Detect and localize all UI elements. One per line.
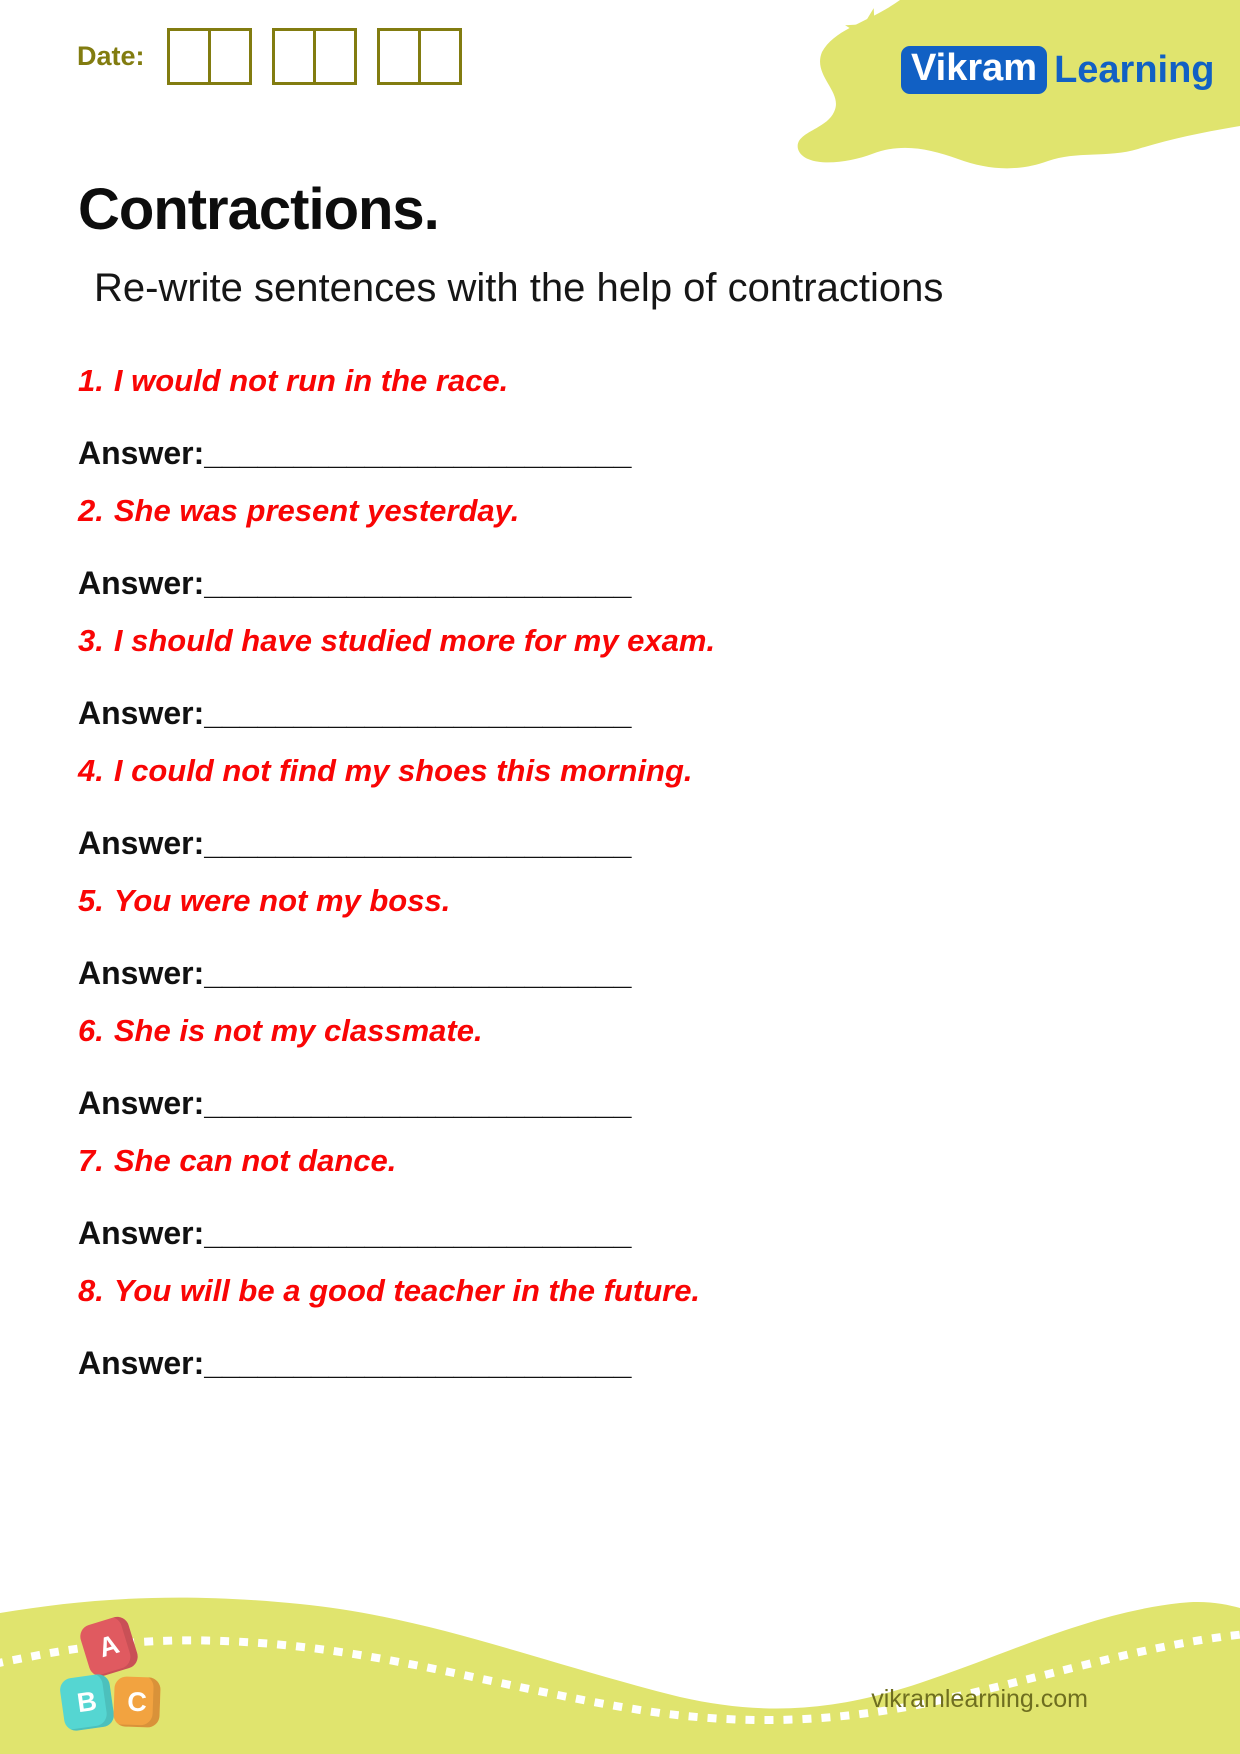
question-text: She is not my classmate. [113, 1013, 483, 1048]
question-item [78, 1270, 1198, 1384]
date-row [77, 28, 482, 85]
abc-block-b [59, 1673, 116, 1732]
answer-line [78, 562, 1198, 604]
question-sentence [78, 1010, 1198, 1052]
question-number: 8. [78, 1273, 104, 1308]
answer-blank[interactable]: ________________________ [204, 435, 632, 471]
question-number: 7. [78, 1143, 104, 1178]
answer-line [78, 952, 1198, 994]
question-text: I should have studied more for my exam. [113, 623, 716, 658]
answer-line [78, 822, 1198, 864]
answer-label: Answer: [78, 1085, 205, 1121]
brand-logo [901, 46, 1215, 94]
question-text: You will be a good teacher in the future. [113, 1273, 701, 1308]
question-text: You were not my boss. [113, 883, 451, 918]
question-number: 6. [78, 1013, 104, 1048]
question-item [78, 1010, 1198, 1124]
question-text: I would not run in the race. [113, 363, 509, 398]
date-box[interactable] [208, 31, 249, 82]
answer-label: Answer: [78, 435, 205, 471]
question-sentence [78, 620, 1198, 662]
answer-blank[interactable]: ________________________ [204, 825, 632, 861]
brand-name-primary: Vikram [901, 46, 1047, 94]
answer-label: Answer: [78, 825, 205, 861]
answer-line [78, 1342, 1198, 1384]
question-number: 5. [78, 883, 104, 918]
answer-line [78, 692, 1198, 734]
question-text: She can not dance. [113, 1143, 397, 1178]
question-number: 2. [78, 493, 104, 528]
answer-blank[interactable]: ________________________ [204, 1345, 632, 1381]
question-number: 4. [78, 753, 104, 788]
answer-blank[interactable]: ________________________ [204, 955, 632, 991]
footer-wave [0, 1494, 1240, 1754]
answer-label: Answer: [78, 1215, 205, 1251]
date-label: Date: [77, 41, 145, 71]
question-number: 1. [78, 363, 104, 398]
answer-label: Answer: [78, 695, 205, 731]
question-sentence [78, 880, 1198, 922]
answer-blank[interactable]: ________________________ [204, 565, 632, 601]
answer-line [78, 432, 1198, 474]
footer-website: vikramlearning.com [871, 1685, 1088, 1713]
answer-blank[interactable]: ________________________ [204, 1215, 632, 1251]
page-subtitle: Re-write sentences with the help of contractions [94, 266, 944, 310]
date-box[interactable] [313, 31, 354, 82]
brand-name-secondary: Learning [1054, 49, 1215, 91]
abc-block-letter: B [75, 1685, 99, 1719]
page-title: Contractions. [78, 177, 439, 242]
question-sentence [78, 490, 1198, 532]
question-sentence [78, 1270, 1198, 1312]
question-item [78, 490, 1198, 604]
question-list [78, 360, 1198, 1400]
question-sentence [78, 360, 1198, 402]
abc-block-letter: A [95, 1628, 123, 1664]
question-sentence [78, 1140, 1198, 1182]
date-box[interactable] [275, 31, 313, 82]
question-item [78, 360, 1198, 474]
abc-block-c [113, 1676, 161, 1728]
answer-label: Answer: [78, 1345, 205, 1381]
abc-block-letter: C [126, 1686, 148, 1717]
question-text: She was present yesterday. [113, 493, 520, 528]
question-number: 3. [78, 623, 104, 658]
answer-label: Answer: [78, 955, 205, 991]
answer-line [78, 1082, 1198, 1124]
date-box[interactable] [170, 31, 208, 82]
question-text: I could not find my shoes this morning. [113, 753, 693, 788]
date-box-group-day [167, 28, 252, 85]
question-item [78, 880, 1198, 994]
answer-label: Answer: [78, 565, 205, 601]
date-box-group-month [272, 28, 357, 85]
question-sentence [78, 750, 1198, 792]
date-box-group-year [377, 28, 462, 85]
date-box[interactable] [418, 31, 459, 82]
answer-blank[interactable]: ________________________ [204, 1085, 632, 1121]
question-item [78, 1140, 1198, 1254]
question-item [78, 750, 1198, 864]
answer-blank[interactable]: ________________________ [204, 695, 632, 731]
date-box[interactable] [380, 31, 418, 82]
question-item [78, 620, 1198, 734]
answer-line [78, 1212, 1198, 1254]
